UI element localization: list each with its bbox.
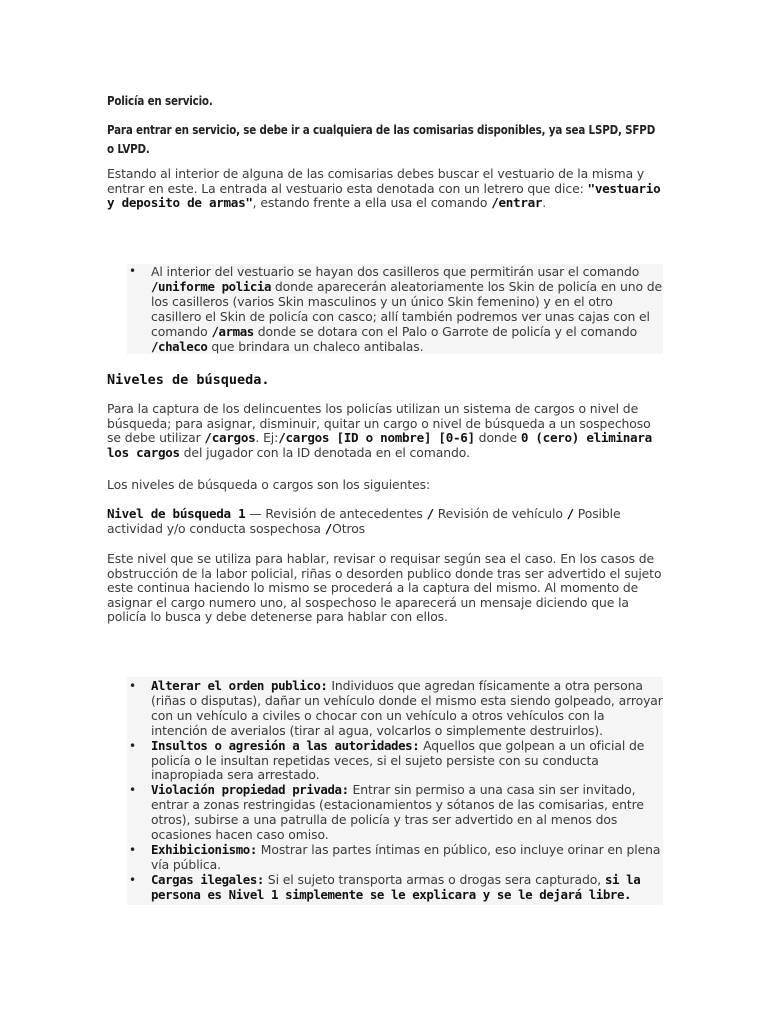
- list-item: [151, 873, 663, 903]
- list-item-text: Entrar sin permiso a una casa sin ser invitado, entrar a zonas restringidas (estacionamientos y sótanos de las comisarias, entre otros), subirse a una patrulla de policía y tras ser advertido en al menos dos ocasiones hacen caso omiso.: [151, 782, 644, 843]
- nivel-1-description: Este nivel que se utiliza para hablar, revisar o requisar según sea el caso. En los casos de obstrucción de la labor policial, riñas o desorden publico donde tras ser advertido el sujeto este continua haciendo lo mismo se procederá a la captura del mismo. Al momento de asignar el cargo numero uno, al sospechoso le aparecerá un mensaje diciendo que la policía lo busca y debe detenerse para hablar con ellos.: [107, 551, 662, 625]
- page-title: Policía en servicio.: [107, 94, 213, 108]
- list-item: • Al interior del vestuario se hayan dos casilleros que permitirán usar el comando /uniforme policia donde aparecerán aleatoriamente los Skin de policía en uno de los casilleros (varios Skin masculinos y un único Skin femenino) y en el otro casillero el Skin de policía con casco; allí también podremos ver unas cajas con el comando /armas donde se dotara con el Palo o Garrote de policía y el comando /chaleco que brindara un chaleco antibalas.: [151, 264, 663, 354]
- list-item-text: Individuos que agredan físicamente a otra persona (riñas o disputas), dañar un vehículo donde el mismo esta siendo golpeado, arroyar con un vehículo a civiles o chocar con un vehículo a otros vehículos con la intención de averialos (tirar al agua, volcarlos o simplemente destruirlos).: [151, 678, 663, 738]
- cargos-paragraph: Para la captura de los delincuentes los policías utilizan un sistema de cargos o nivel de búsqueda; para asignar, disminuir, quitar un cargo o nivel de búsqueda a un sospechoso se debe utilizar /cargos. Ej:/cargos [ID o nombre] [0-6] donde 0 (cero) eliminara los cargos del jugador con la ID denotada en el comando.: [107, 401, 652, 460]
- list-item: [151, 679, 663, 739]
- list-item: [151, 843, 663, 873]
- nivel-1-line: Nivel de búsqueda 1 — Revisión de antecedentes / Revisión de vehículo / Posible actividad y/o conducta sospechosa /Otros: [107, 506, 621, 536]
- list-item-text: Si el sujeto transporta armas o drogas sera capturado,: [263, 871, 605, 887]
- list-item: [151, 783, 663, 843]
- list-item-term: Cargas ilegales:: [151, 871, 264, 887]
- offenses-list-box: [127, 677, 663, 905]
- list-item: [151, 739, 663, 784]
- vestuario-list-box: [127, 264, 663, 354]
- section-heading: Niveles de búsqueda.: [107, 372, 270, 388]
- list-item-emphasis: si la persona es Nivel 1 simplemente se le explicara y se le dejará libre.: [151, 871, 641, 902]
- list-item-term: Exhibicionismo:: [151, 841, 257, 857]
- list-item-text: Aquellos que golpean a un oficial de policía o le insultan repetidas veces, si el sujeto persiste con su conducta inapropiada sera arrestado.: [151, 737, 645, 783]
- niveles-intro: Los niveles de búsqueda o cargos son los siguientes:: [107, 477, 431, 492]
- list-item-text: Mostrar las partes íntimas en público, eso incluye orinar en plena vía pública.: [151, 841, 661, 872]
- intro-paragraph: Para entrar en servicio, se debe ir a cualquiera de las comisarias disponibles, ya sea LSPD, SFPD o LVPD.: [107, 123, 656, 156]
- list-item-term: Insultos o agresión a las autoridades:: [151, 737, 420, 753]
- vestuario-paragraph: Estando al interior de alguna de las comisarias debes buscar el vestuario de la misma y entrar en este. La entrada al vestuario esta denotada con un letrero que dice: "vestuario y deposito de armas", estando frente a ella usa el comando /entrar.: [107, 166, 661, 211]
- list-item-term: Violación propiedad privada:: [151, 782, 349, 798]
- list-item-term: Alterar el orden publico:: [151, 678, 328, 693]
